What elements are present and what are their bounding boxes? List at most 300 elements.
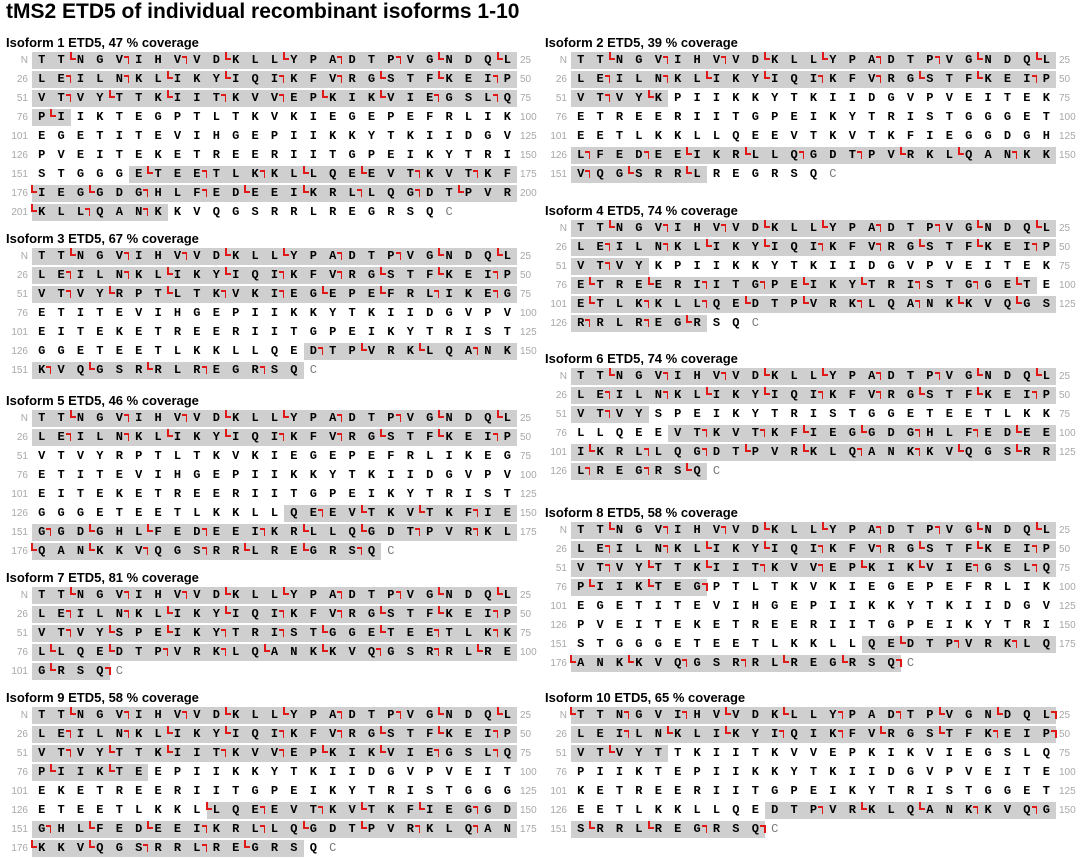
row-end-number: 100: [1059, 767, 1076, 778]
residue: A: [110, 204, 129, 221]
residue: T: [809, 129, 818, 143]
residue: K: [362, 745, 381, 762]
residue: G: [959, 52, 978, 69]
residue: E: [610, 463, 629, 480]
residue: S: [577, 637, 585, 651]
residue: I: [848, 618, 856, 632]
residue: V: [809, 580, 818, 594]
fragment-marker: [706, 239, 712, 247]
residue: D: [71, 524, 90, 541]
residue: E: [945, 407, 953, 421]
residue: G: [978, 277, 997, 294]
fragment-marker: [244, 185, 250, 193]
row-start-number: 101: [550, 447, 567, 458]
residue: V: [726, 522, 745, 539]
residue: N: [71, 52, 90, 69]
residue: P: [426, 765, 434, 779]
residue: Q: [478, 707, 497, 724]
residue: K: [187, 625, 206, 642]
fragment-marker: [380, 625, 386, 633]
residue: R: [329, 205, 337, 219]
residue: E: [226, 840, 245, 857]
residue: T: [596, 110, 604, 124]
residue: L: [245, 52, 264, 69]
residue: K: [129, 71, 148, 88]
fragment-marker: [764, 541, 770, 549]
residue: S: [862, 655, 881, 672]
residue: L: [571, 147, 590, 164]
residue: N: [110, 267, 129, 284]
residue: D: [998, 522, 1017, 539]
residue: V: [129, 543, 148, 560]
residue: K: [439, 726, 458, 743]
residue: E: [129, 764, 148, 781]
residue: K: [920, 147, 939, 164]
row-start-number: 76: [16, 647, 28, 658]
fragment-marker: [438, 707, 444, 715]
fragment-marker: [225, 267, 231, 275]
row-start-number: 151: [550, 824, 567, 835]
residue: S: [920, 387, 939, 404]
residue: T: [362, 587, 381, 604]
residue: K: [251, 110, 259, 124]
residue: K: [790, 637, 798, 651]
fragment-marker: [438, 726, 444, 734]
residue: Q: [881, 655, 900, 672]
residue: P: [381, 248, 400, 265]
residue: G: [464, 784, 473, 798]
residue: P: [498, 726, 517, 743]
residue: R: [387, 205, 395, 219]
residue: I: [1017, 726, 1036, 743]
residue: G: [629, 368, 648, 385]
residue: Y: [284, 707, 303, 724]
residue: I: [406, 468, 414, 482]
residue: G: [420, 52, 439, 69]
residue: E: [945, 580, 953, 594]
residue: E: [596, 803, 604, 817]
residue: E: [790, 618, 798, 632]
residue: E: [945, 129, 953, 143]
residue: F: [426, 110, 434, 124]
fragment-marker: [283, 248, 289, 256]
fragment-marker: [477, 644, 483, 652]
fragment-marker: [648, 90, 654, 98]
fragment-marker: [919, 387, 925, 395]
sequence-row: [16, 266, 532, 285]
residue: G: [771, 784, 779, 798]
sequence-row: [11, 485, 537, 504]
residue: K: [348, 129, 356, 143]
residue: T: [940, 387, 959, 404]
residue: N: [610, 522, 629, 539]
residue: V: [790, 129, 798, 143]
fragment-marker: [822, 522, 828, 530]
residue: K: [226, 707, 245, 724]
sequence-row: [555, 386, 1071, 405]
residue: I: [654, 599, 662, 613]
residue: K: [765, 368, 784, 385]
residue: R: [635, 784, 643, 798]
residue: E: [207, 185, 226, 202]
residue: K: [290, 110, 298, 124]
residue: H: [1042, 129, 1050, 143]
residue: A: [862, 52, 881, 69]
residue: T: [732, 618, 740, 632]
sequence-row: [550, 635, 1076, 654]
residue: D: [746, 52, 765, 69]
residue: D: [998, 52, 1017, 69]
residue: Q: [687, 463, 706, 480]
residue: Q: [959, 147, 978, 164]
residue: L: [635, 803, 643, 817]
residue: K: [309, 306, 317, 320]
residue: I: [154, 306, 162, 320]
residue: S: [381, 726, 400, 743]
residue: E: [38, 129, 46, 143]
residue: K: [829, 765, 837, 779]
residue: T: [57, 468, 65, 482]
residue: G: [498, 286, 517, 303]
residue: I: [406, 306, 414, 320]
residue: E: [629, 277, 648, 294]
residue: V: [401, 410, 420, 427]
fragment-marker: [803, 277, 809, 285]
sequence-row: [555, 763, 1076, 782]
residue: N: [439, 52, 458, 69]
residue: G: [193, 468, 201, 482]
residue: E: [751, 803, 759, 817]
residue: G: [478, 802, 497, 819]
residue: I: [226, 71, 245, 88]
residue: L: [784, 522, 803, 539]
sequence-row: [550, 801, 1076, 820]
residue: I: [829, 599, 837, 613]
residue: K: [726, 387, 745, 404]
residue: P: [940, 636, 959, 653]
residue: V: [945, 259, 953, 273]
residue: D: [881, 368, 900, 385]
residue: L: [765, 655, 784, 672]
row-start-number: 76: [16, 470, 28, 481]
residue: S: [920, 71, 939, 88]
residue: E: [959, 560, 978, 577]
residue: L: [712, 803, 721, 817]
residue: T: [401, 726, 420, 743]
residue: T: [135, 129, 143, 143]
residue: P: [1037, 387, 1056, 404]
residue: E: [649, 277, 668, 294]
residue: K: [212, 344, 220, 358]
row-start-number: N: [20, 251, 28, 262]
residue: E: [998, 726, 1017, 743]
residue: G: [90, 410, 109, 427]
residue: I: [478, 726, 497, 743]
residue: L: [712, 129, 721, 143]
fragment-marker: [109, 90, 115, 98]
residue: V: [71, 90, 90, 107]
residue: S: [129, 840, 148, 857]
residue: K: [693, 618, 701, 632]
sequence-row: [550, 443, 1076, 462]
fragment-marker: [419, 343, 425, 351]
residue: G: [901, 726, 920, 743]
residue: I: [76, 110, 85, 124]
row-start-number: 101: [11, 131, 28, 142]
residue: E: [329, 449, 337, 463]
residue: K: [649, 90, 668, 107]
residue: K: [498, 625, 517, 642]
residue: K: [823, 239, 842, 256]
residue: L: [426, 449, 434, 463]
residue: T: [187, 286, 206, 303]
residue: R: [381, 343, 400, 360]
residue: V: [51, 362, 70, 379]
residue: E: [362, 166, 381, 183]
residue: E: [284, 543, 303, 560]
fragment-marker: [764, 368, 770, 376]
sequence-row: [550, 314, 759, 333]
residue: L: [571, 387, 590, 404]
residue: R: [629, 315, 648, 332]
row-end-number: 100: [1059, 582, 1076, 593]
residue: I: [71, 267, 90, 284]
residue: L: [32, 726, 51, 743]
residue: E: [304, 505, 323, 522]
residue: A: [323, 248, 342, 265]
residue: T: [746, 425, 765, 442]
residue: R: [901, 147, 920, 164]
residue: R: [784, 655, 803, 672]
residue: L: [168, 286, 187, 303]
residue: R: [809, 618, 818, 632]
residue: E: [732, 637, 740, 651]
residue: G: [804, 147, 823, 164]
residue: R: [245, 625, 264, 642]
row-end-number: 175: [520, 824, 537, 835]
c-terminus-label: C: [329, 841, 337, 855]
residue: D: [342, 52, 361, 69]
residue: G: [362, 429, 381, 446]
residue: G: [90, 587, 109, 604]
residue: I: [187, 90, 206, 107]
residue: Y: [629, 406, 648, 423]
row-end-number: 150: [520, 150, 537, 161]
residue: Y: [629, 258, 648, 275]
residue: L: [687, 71, 706, 88]
residue: K: [1042, 580, 1050, 594]
fragment-marker: [1051, 711, 1057, 719]
residue: I: [635, 618, 643, 632]
residue: D: [459, 52, 478, 69]
residue: A: [323, 587, 342, 604]
residue: G: [251, 784, 259, 798]
residue: G: [901, 239, 920, 256]
residue: I: [945, 618, 953, 632]
residue: F: [420, 726, 439, 743]
sequence-row: [16, 624, 532, 643]
residue: E: [212, 468, 220, 482]
residue: V: [401, 248, 420, 265]
residue: G: [304, 821, 323, 838]
residue: L: [848, 637, 856, 651]
residue: T: [115, 803, 123, 817]
residue: T: [649, 579, 668, 596]
residue: T: [148, 286, 167, 303]
residue: T: [732, 110, 740, 124]
residue: V: [71, 840, 90, 857]
residue: L: [629, 821, 648, 838]
residue: P: [843, 368, 862, 385]
residue: F: [304, 726, 323, 743]
fragment-marker: [70, 248, 76, 256]
residue: R: [290, 205, 298, 219]
residue: K: [420, 821, 439, 838]
residue: E: [348, 325, 356, 339]
row-start-number: 151: [11, 365, 28, 376]
residue: L: [245, 248, 264, 265]
residue: K: [707, 147, 726, 164]
fragment-marker: [900, 636, 906, 644]
residue: E: [96, 325, 104, 339]
fragment-marker: [89, 185, 95, 193]
residue: I: [901, 277, 920, 294]
residue: F: [843, 541, 862, 558]
residue: E: [420, 625, 439, 642]
residue: K: [635, 765, 643, 779]
residue: T: [848, 407, 856, 421]
residue: K: [765, 560, 784, 577]
residue: K: [978, 726, 997, 743]
residue: E: [129, 166, 148, 183]
residue: E: [674, 637, 682, 651]
residue: I: [309, 784, 317, 798]
residue: V: [168, 248, 187, 265]
residue: K: [110, 543, 129, 560]
residue: Y: [207, 726, 226, 743]
residue: L: [629, 444, 648, 461]
residue: E: [590, 541, 609, 558]
residue: T: [348, 306, 356, 320]
residue: E: [998, 71, 1017, 88]
residue: Q: [459, 821, 478, 838]
residue: Q: [784, 147, 803, 164]
row-start-number: 51: [555, 261, 567, 272]
fragment-marker: [803, 296, 809, 304]
residue: Q: [615, 426, 624, 440]
residue: L: [498, 524, 517, 541]
row-start-number: 76: [16, 767, 28, 778]
residue: T: [76, 325, 85, 339]
residue: Y: [207, 606, 226, 623]
residue: R: [712, 167, 721, 181]
residue: G: [503, 449, 511, 463]
residue: S: [920, 239, 939, 256]
residue: V: [940, 52, 959, 69]
residue: I: [420, 802, 439, 819]
residue: K: [245, 286, 264, 303]
residue: D: [746, 296, 765, 313]
residue: P: [304, 707, 323, 724]
fragment-marker: [438, 429, 444, 437]
residue: T: [726, 277, 745, 294]
fragment-marker: [1036, 522, 1042, 530]
residue: R: [401, 821, 420, 838]
residue: Q: [1017, 52, 1036, 69]
residue: G: [57, 506, 65, 520]
fragment-marker: [1036, 52, 1042, 60]
residue: K: [129, 429, 148, 446]
residue: I: [57, 325, 65, 339]
fragment-marker: [706, 387, 712, 395]
residue: I: [129, 248, 148, 265]
row-start-number: 101: [550, 299, 567, 310]
residue: Q: [498, 745, 517, 762]
residue: T: [571, 220, 590, 237]
sequence-row: [20, 247, 532, 266]
residue: Y: [848, 110, 856, 124]
residue: T: [654, 765, 662, 779]
residue: F: [148, 524, 167, 541]
residue: T: [401, 606, 420, 623]
residue: L: [32, 644, 51, 661]
residue: Q: [323, 166, 342, 183]
residue: L: [265, 410, 284, 427]
residue: L: [245, 707, 264, 724]
residue: S: [920, 277, 939, 294]
residue: T: [342, 821, 361, 838]
fragment-marker: [609, 522, 615, 530]
residue: K: [901, 560, 920, 577]
residue: R: [173, 487, 182, 501]
residue: K: [187, 606, 206, 623]
residue: I: [251, 325, 259, 339]
sequence-row: [11, 203, 453, 222]
residue: K: [187, 71, 206, 88]
residue: L: [629, 71, 648, 88]
row-start-number: N: [20, 590, 28, 601]
residue: G: [901, 387, 920, 404]
residue: K: [945, 599, 953, 613]
residue: K: [790, 580, 798, 594]
fragment-marker: [803, 444, 809, 452]
sequence-row: [20, 409, 532, 428]
residue: R: [445, 110, 453, 124]
residue: I: [71, 726, 90, 743]
residue: I: [129, 587, 148, 604]
residue: G: [362, 606, 381, 623]
row-end-number: 100: [1059, 112, 1076, 123]
residue: Q: [668, 444, 687, 461]
residue: T: [51, 90, 70, 107]
residue: R: [571, 315, 590, 332]
fragment-marker: [1016, 296, 1022, 304]
residue: Q: [1042, 746, 1050, 760]
residue: K: [478, 166, 497, 183]
residue: E: [771, 618, 779, 632]
residue: K: [732, 91, 740, 105]
residue: E: [998, 387, 1017, 404]
residue: S: [484, 487, 492, 501]
residue: I: [829, 91, 837, 105]
residue: T: [940, 71, 959, 88]
fragment-marker: [764, 387, 770, 395]
residue: P: [129, 625, 148, 642]
residue: I: [245, 524, 264, 541]
residue: Y: [629, 745, 648, 762]
residue: K: [57, 784, 65, 798]
residue: K: [887, 599, 895, 613]
